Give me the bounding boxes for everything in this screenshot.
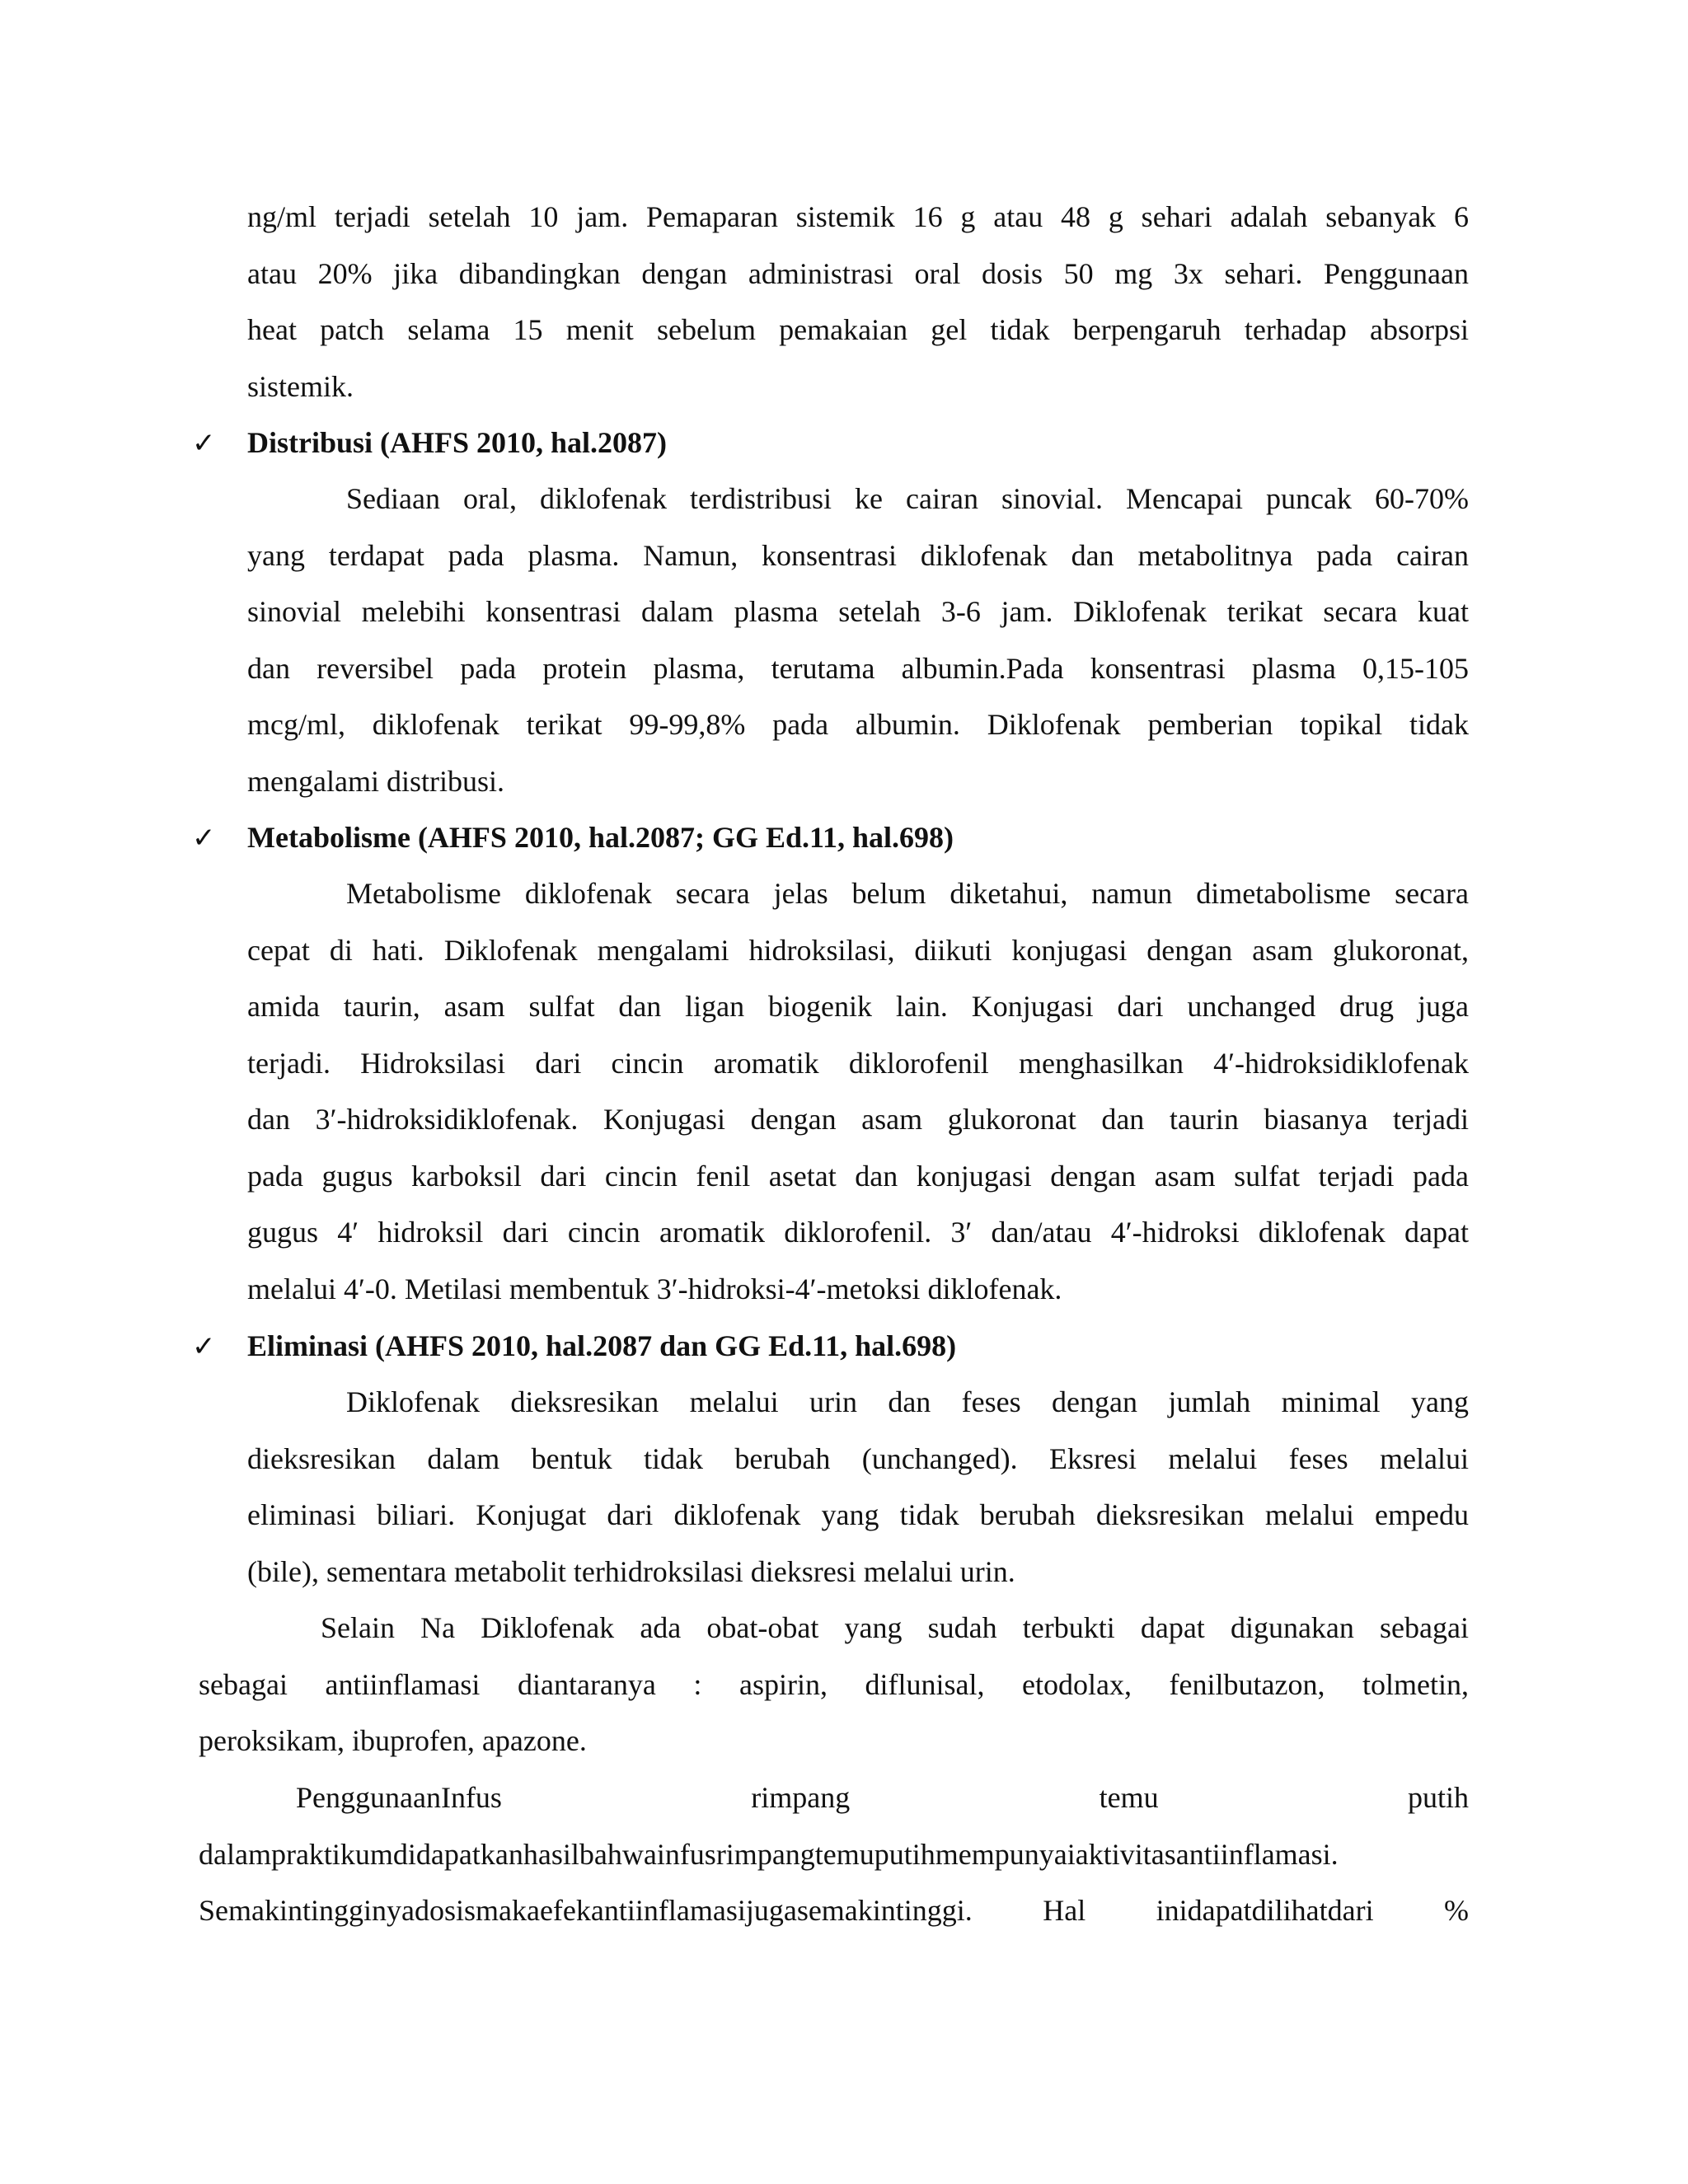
distribusi-paragraph [247,471,1469,809]
intro-line-1: ng/ml terjadi setelah 10 jam. Pemaparan sistemik 16 g atau 48 g sehari adalah sebanyak 6 [247,200,1469,233]
metabolisme-line-8: melalui 4′-0. Metilasi membentuk 3′-hidroksi-4′-metoksi diklofenak. [247,1272,1062,1305]
closing-line-2: sebagai antiinflamasi diantaranya : aspirin, diflunisal, etodolax, fenilbutazon, tolmetin, [199,1667,1469,1701]
intro-line-4: sistemik. [247,369,354,403]
distribusi-line-5: mcg/ml, diklofenak terikat 99-99,8% pada albumin. Diklofenak pemberian topikal tidak [247,708,1469,741]
heading-text: Eliminasi (AHFS 2010, hal.2087 dan GG Ed.11, hal.698) [247,1329,957,1362]
section-heading-metabolisme [192,809,1478,866]
closing-line-3: peroksikam, ibuprofen, apazone. [199,1724,587,1757]
checkmark-icon: ✓ [192,822,216,855]
metabolisme-line-5: dan 3′-hidroksidiklofenak. Konjugasi dengan asam glukoronat dan taurin biasanya terjadi [247,1103,1469,1136]
metabolisme-line-3: amida taurin, asam sulfat dan ligan biogenik lain. Konjugasi dari unchanged drug juga [247,990,1469,1023]
metabolisme-paragraph [247,865,1469,1317]
eliminasi-line-1: Diklofenak dieksresikan melalui urin dan feses dengan jumlah minimal yang [346,1385,1469,1418]
metabolisme-line-7: gugus 4′ hidroksil dari cincin aromatik diklorofenil. 3′ dan/atau 4′-hidroksi diklofenak dapat [247,1216,1469,1249]
final-line-3: Semakintingginyadosismakaefekantiinflamasijugasemakintinggi. Hal inidapatdilihatdari % [199,1894,1469,1927]
eliminasi-line-3: eliminasi biliari. Konjugat dari diklofenak yang tidak berubah dieksresikan melalui empedu [247,1498,1469,1531]
closing-paragraph [199,1600,1469,1769]
checkmark-icon: ✓ [192,1330,216,1363]
final-paragraph [199,1769,1469,1939]
eliminasi-paragraph [247,1374,1469,1600]
distribusi-line-6: mengalami distribusi. [247,764,504,798]
intro-paragraph [247,189,1469,415]
eliminasi-line-4: (bile), sementara metabolit terhidroksilasi dieksresi melalui urin. [247,1554,1015,1588]
metabolisme-line-6: pada gugus karboksil dari cincin fenil asetat dan konjugasi dengan asam sulfat terjadi pada [247,1159,1469,1193]
intro-line-2: atau 20% jika dibandingkan dengan administrasi oral dosis 50 mg 3x sehari. Penggunaan [247,256,1469,290]
eliminasi-line-2: dieksresikan dalam bentuk tidak berubah (unchanged). Eksresi melalui feses melalui [247,1441,1469,1475]
intro-line-3: heat patch selama 15 menit sebelum pemakaian gel tidak berpengaruh terhadap absorpsi [247,313,1469,346]
metabolisme-line-1: Metabolisme diklofenak secara jelas belum diketahui, namun dimetabolisme secara [346,877,1469,910]
section-heading-eliminasi [192,1318,1478,1375]
final-line-1: PenggunaanInfus rimpang temu putih [296,1781,1469,1814]
heading-text: Metabolisme (AHFS 2010, hal.2087; GG Ed.11, hal.698) [247,821,954,854]
distribusi-line-3: sinovial melebihi konsentrasi dalam plasma setelah 3-6 jam. Diklofenak terikat secara kuat [247,595,1469,628]
metabolisme-line-2: cepat di hati. Diklofenak mengalami hidroksilasi, diikuti konjugasi dengan asam glukoronat, [247,933,1469,967]
closing-line-1: Selain Na Diklofenak ada obat-obat yang sudah terbukti dapat digunakan sebagai [321,1611,1469,1644]
distribusi-line-1: Sediaan oral, diklofenak terdistribusi ke cairan sinovial. Mencapai puncak 60-70% [346,482,1469,515]
distribusi-line-2: yang terdapat pada plasma. Namun, konsentrasi diklofenak dan metabolitnya pada cairan [247,538,1469,572]
distribusi-line-4: dan reversibel pada protein plasma, terutama albumin.Pada konsentrasi plasma 0,15-105 [247,651,1469,685]
checkmark-icon: ✓ [192,427,216,460]
metabolisme-line-4: terjadi. Hidroksilasi dari cincin aromatik diklorofenil menghasilkan 4′-hidroksidiklofenak [247,1046,1469,1080]
final-line-2: dalampraktikumdidapatkanhasilbahwainfusrimpangtemuputihmempunyaiaktivitasantiinflamasi. [199,1837,1339,1871]
section-heading-distribusi [192,415,1478,471]
heading-text: Distribusi (AHFS 2010, hal.2087) [247,426,668,459]
